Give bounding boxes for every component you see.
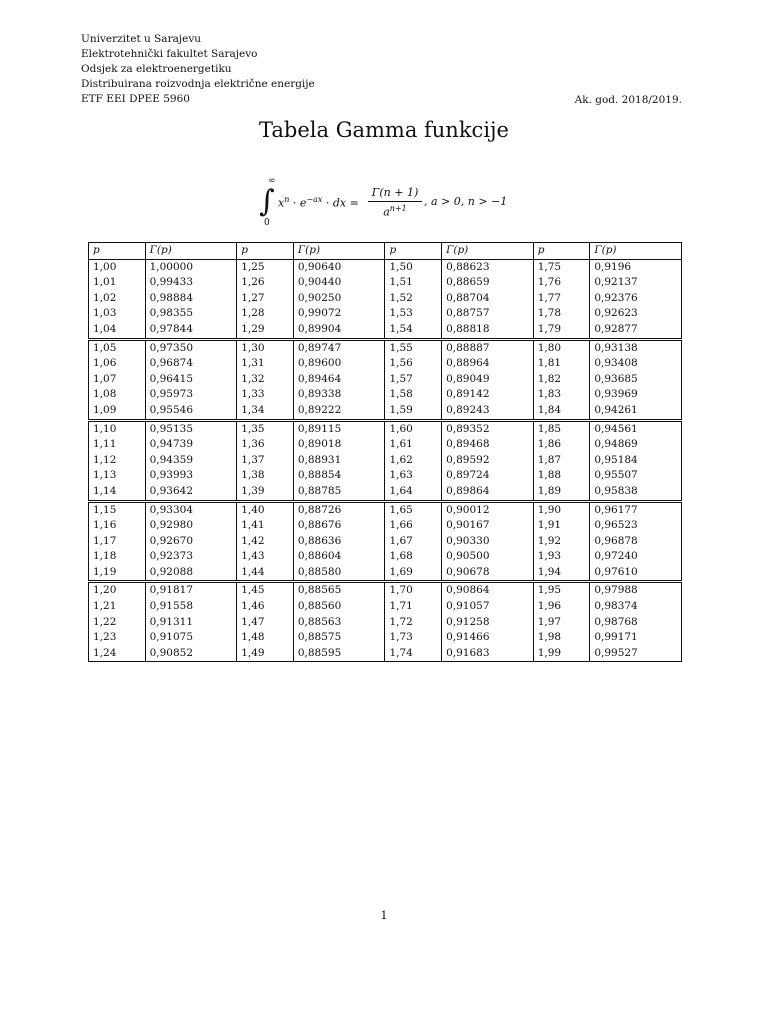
gamma-cell: 0,9196 [590, 259, 682, 275]
p-cell: 1,60 [385, 420, 442, 437]
gamma-cell: 0,90500 [442, 549, 534, 565]
p-cell: 1,67 [385, 534, 442, 550]
table-row [89, 291, 682, 307]
p-cell: 1,11 [89, 437, 146, 453]
p-cell: 1,61 [385, 437, 442, 453]
p-cell: 1,74 [385, 646, 442, 662]
integral-upper-limit: ∞ [268, 176, 276, 186]
p-cell: 1,73 [385, 630, 442, 646]
gamma-cell: 0,98374 [590, 599, 682, 615]
p-cell: 1,21 [89, 599, 146, 615]
p-cell: 1,10 [89, 420, 146, 437]
gamma-cell: 0,97988 [590, 582, 682, 599]
p-cell: 1,30 [237, 339, 294, 356]
p-cell: 1,46 [237, 599, 294, 615]
gamma-cell: 0,97844 [145, 322, 237, 339]
gamma-cell: 0,91258 [442, 615, 534, 631]
p-cell: 1,08 [89, 387, 146, 403]
gamma-cell: 0,97350 [145, 339, 237, 356]
p-cell: 1,64 [385, 484, 442, 501]
gamma-cell: 0,89115 [293, 420, 385, 437]
p-cell: 1,75 [533, 259, 590, 275]
p-cell: 1,23 [89, 630, 146, 646]
p-cell: 1,42 [237, 534, 294, 550]
gamma-cell: 0,95507 [590, 468, 682, 484]
p-cell: 1,48 [237, 630, 294, 646]
gamma-cell: 0,93642 [145, 484, 237, 501]
p-cell: 1,07 [89, 372, 146, 388]
gamma-cell: 0,89592 [442, 453, 534, 469]
gamma-cell: 0,96415 [145, 372, 237, 388]
table-row [89, 259, 682, 275]
p-cell: 1,38 [237, 468, 294, 484]
p-cell: 1,92 [533, 534, 590, 550]
table-row [89, 630, 682, 646]
integrand: $x^n \cdot e^{-ax}$ · dx = [278, 195, 359, 210]
header-line-course: Distribuirana roizvodnja električne energije [81, 78, 315, 90]
gamma-cell: 0,93685 [590, 372, 682, 388]
p-cell: 1,91 [533, 518, 590, 534]
p-cell: 1,57 [385, 372, 442, 388]
p-cell: 1,33 [237, 387, 294, 403]
gamma-cell: 0,88726 [293, 501, 385, 518]
p-cell: 1,00 [89, 259, 146, 275]
p-cell: 1,95 [533, 582, 590, 599]
page-number: 1 [380, 909, 388, 922]
gamma-cell: 0,92877 [590, 322, 682, 339]
gamma-cell: 0,88560 [293, 599, 385, 615]
table-row [89, 306, 682, 322]
p-cell: 1,09 [89, 403, 146, 420]
table-row [89, 615, 682, 631]
p-cell: 1,59 [385, 403, 442, 420]
gamma-formula [258, 176, 518, 232]
p-cell: 1,84 [533, 403, 590, 420]
gamma-cell: 0,92623 [590, 306, 682, 322]
gamma-cell: 0,88964 [442, 356, 534, 372]
p-cell: 1,82 [533, 372, 590, 388]
gamma-cell: 0,89142 [442, 387, 534, 403]
p-cell: 1,25 [237, 259, 294, 275]
gamma-cell: 0,88704 [442, 291, 534, 307]
p-cell: 1,36 [237, 437, 294, 453]
gamma-cell: 0,96874 [145, 356, 237, 372]
gamma-cell: 0,92670 [145, 534, 237, 550]
gamma-cell: 0,90167 [442, 518, 534, 534]
p-cell: 1,26 [237, 275, 294, 291]
p-cell: 1,05 [89, 339, 146, 356]
gamma-cell: 0,98355 [145, 306, 237, 322]
gamma-cell: 0,88676 [293, 518, 385, 534]
gamma-cell: 0,98884 [145, 291, 237, 307]
p-cell: 1,78 [533, 306, 590, 322]
gamma-cell: 0,89464 [293, 372, 385, 388]
p-cell: 1,40 [237, 501, 294, 518]
p-cell: 1,45 [237, 582, 294, 599]
p-cell: 1,51 [385, 275, 442, 291]
p-cell: 1,27 [237, 291, 294, 307]
table-row [89, 565, 682, 582]
column-header: Γ(p) [590, 243, 682, 260]
table-row [89, 372, 682, 388]
gamma-cell: 0,90330 [442, 534, 534, 550]
gamma-cell: 0,99072 [293, 306, 385, 322]
table-body [89, 259, 682, 662]
table-row [89, 453, 682, 469]
gamma-cell: 0,95973 [145, 387, 237, 403]
gamma-cell: 0,91057 [442, 599, 534, 615]
gamma-cell: 0,89352 [442, 420, 534, 437]
p-cell: 1,87 [533, 453, 590, 469]
gamma-cell: 0,94869 [590, 437, 682, 453]
page-title: Tabela Gamma funkcije [259, 118, 509, 142]
p-cell: 1,58 [385, 387, 442, 403]
gamma-cell: 0,90640 [293, 259, 385, 275]
integral-sign-icon: ∫ [259, 184, 275, 219]
column-header: p [237, 243, 294, 260]
gamma-cell: 0,92088 [145, 565, 237, 582]
p-cell: 1,39 [237, 484, 294, 501]
p-cell: 1,55 [385, 339, 442, 356]
column-header: Γ(p) [145, 243, 237, 260]
gamma-cell: 0,92980 [145, 518, 237, 534]
p-cell: 1,16 [89, 518, 146, 534]
gamma-cell: 0,89724 [442, 468, 534, 484]
p-cell: 1,14 [89, 484, 146, 501]
p-cell: 1,62 [385, 453, 442, 469]
p-cell: 1,44 [237, 565, 294, 582]
p-cell: 1,31 [237, 356, 294, 372]
gamma-cell: 0,96177 [590, 501, 682, 518]
p-cell: 1,22 [89, 615, 146, 631]
p-cell: 1,94 [533, 565, 590, 582]
gamma-cell: 0,97240 [590, 549, 682, 565]
p-cell: 1,63 [385, 468, 442, 484]
gamma-cell: 0,89018 [293, 437, 385, 453]
table-row [89, 437, 682, 453]
header-line-code: ETF EEI DPEE 5960 [81, 93, 190, 105]
p-cell: 1,65 [385, 501, 442, 518]
gamma-cell: 0,94739 [145, 437, 237, 453]
gamma-cell: 0,88563 [293, 615, 385, 631]
gamma-cell: 0,89049 [442, 372, 534, 388]
p-cell: 1,15 [89, 501, 146, 518]
institution-header [81, 32, 315, 107]
header-line-faculty: Elektrotehnički fakultet Sarajevo [81, 48, 258, 60]
gamma-cell: 0,89747 [293, 339, 385, 356]
p-cell: 1,17 [89, 534, 146, 550]
p-cell: 1,19 [89, 565, 146, 582]
gamma-cell: 0,88604 [293, 549, 385, 565]
gamma-cell: 0,88636 [293, 534, 385, 550]
p-cell: 1,06 [89, 356, 146, 372]
p-cell: 1,04 [89, 322, 146, 339]
gamma-cell: 1,00000 [145, 259, 237, 275]
gamma-cell: 0,90852 [145, 646, 237, 662]
gamma-cell: 0,88757 [442, 306, 534, 322]
gamma-cell: 0,95838 [590, 484, 682, 501]
column-header: p [533, 243, 590, 260]
gamma-cell: 0,93969 [590, 387, 682, 403]
p-cell: 1,89 [533, 484, 590, 501]
gamma-cell: 0,99433 [145, 275, 237, 291]
p-cell: 1,93 [533, 549, 590, 565]
p-cell: 1,34 [237, 403, 294, 420]
gamma-cell: 0,95546 [145, 403, 237, 420]
p-cell: 1,43 [237, 549, 294, 565]
p-cell: 1,24 [89, 646, 146, 662]
table-row [89, 322, 682, 339]
p-cell: 1,86 [533, 437, 590, 453]
gamma-cell: 0,92373 [145, 549, 237, 565]
gamma-cell: 0,96523 [590, 518, 682, 534]
gamma-cell: 0,97610 [590, 565, 682, 582]
p-cell: 1,80 [533, 339, 590, 356]
p-cell: 1,66 [385, 518, 442, 534]
gamma-cell: 0,93408 [590, 356, 682, 372]
p-cell: 1,54 [385, 322, 442, 339]
p-cell: 1,68 [385, 549, 442, 565]
gamma-cell: 0,91311 [145, 615, 237, 631]
gamma-cell: 0,88818 [442, 322, 534, 339]
fraction-numerator: Γ(n + 1) [368, 186, 422, 202]
gamma-cell: 0,88659 [442, 275, 534, 291]
p-cell: 1,71 [385, 599, 442, 615]
gamma-cell: 0,88575 [293, 630, 385, 646]
formula-conditions: , a > 0, n > −1 [424, 195, 508, 208]
gamma-cell: 0,93993 [145, 468, 237, 484]
table-row [89, 387, 682, 403]
p-cell: 1,69 [385, 565, 442, 582]
p-cell: 1,99 [533, 646, 590, 662]
p-cell: 1,28 [237, 306, 294, 322]
column-header: p [89, 243, 146, 260]
header-line-department: Odsjek za elektroenergetiku [81, 63, 232, 75]
gamma-cell: 0,88623 [442, 259, 534, 275]
p-cell: 1,96 [533, 599, 590, 615]
p-cell: 1,76 [533, 275, 590, 291]
gamma-cell: 0,90012 [442, 501, 534, 518]
p-cell: 1,97 [533, 615, 590, 631]
table-row [89, 501, 682, 518]
p-cell: 1,72 [385, 615, 442, 631]
gamma-cell: 0,90250 [293, 291, 385, 307]
table-row [89, 518, 682, 534]
p-cell: 1,41 [237, 518, 294, 534]
table-row [89, 403, 682, 420]
p-cell: 1,88 [533, 468, 590, 484]
table-row [89, 356, 682, 372]
gamma-cell: 0,93138 [590, 339, 682, 356]
table-row [89, 646, 682, 662]
table-header-row [89, 243, 682, 260]
p-cell: 1,98 [533, 630, 590, 646]
gamma-cell: 0,88785 [293, 484, 385, 501]
p-cell: 1,52 [385, 291, 442, 307]
gamma-cell: 0,88595 [293, 646, 385, 662]
p-cell: 1,02 [89, 291, 146, 307]
p-cell: 1,56 [385, 356, 442, 372]
gamma-cell: 0,94359 [145, 453, 237, 469]
p-cell: 1,47 [237, 615, 294, 631]
gamma-cell: 0,94561 [590, 420, 682, 437]
p-cell: 1,03 [89, 306, 146, 322]
gamma-cell: 0,96878 [590, 534, 682, 550]
gamma-cell: 0,92137 [590, 275, 682, 291]
p-cell: 1,53 [385, 306, 442, 322]
p-cell: 1,20 [89, 582, 146, 599]
p-cell: 1,01 [89, 275, 146, 291]
table-row [89, 599, 682, 615]
gamma-cell: 0,89222 [293, 403, 385, 420]
column-header: Γ(p) [293, 243, 385, 260]
gamma-table [88, 242, 682, 662]
gamma-cell: 0,91466 [442, 630, 534, 646]
gamma-cell: 0,95135 [145, 420, 237, 437]
header-line-university: Univerzitet u Sarajevu [81, 33, 202, 45]
table-row [89, 534, 682, 550]
p-cell: 1,79 [533, 322, 590, 339]
p-cell: 1,83 [533, 387, 590, 403]
gamma-cell: 0,91075 [145, 630, 237, 646]
gamma-cell: 0,99171 [590, 630, 682, 646]
integral-lower-limit: 0 [264, 218, 270, 228]
table-row [89, 468, 682, 484]
gamma-cell: 0,89904 [293, 322, 385, 339]
gamma-cell: 0,93304 [145, 501, 237, 518]
gamma-cell: 0,91817 [145, 582, 237, 599]
gamma-cell: 0,88580 [293, 565, 385, 582]
p-cell: 1,90 [533, 501, 590, 518]
p-cell: 1,13 [89, 468, 146, 484]
gamma-cell: 0,90678 [442, 565, 534, 582]
gamma-cell: 0,91558 [145, 599, 237, 615]
gamma-cell: 0,90440 [293, 275, 385, 291]
gamma-cell: 0,89468 [442, 437, 534, 453]
gamma-cell: 0,88931 [293, 453, 385, 469]
gamma-cell: 0,89338 [293, 387, 385, 403]
p-cell: 1,85 [533, 420, 590, 437]
p-cell: 1,12 [89, 453, 146, 469]
gamma-cell: 0,94261 [590, 403, 682, 420]
column-header: Γ(p) [442, 243, 534, 260]
gamma-cell: 0,89243 [442, 403, 534, 420]
p-cell: 1,35 [237, 420, 294, 437]
gamma-cell: 0,95184 [590, 453, 682, 469]
p-cell: 1,70 [385, 582, 442, 599]
p-cell: 1,50 [385, 259, 442, 275]
table-row [89, 549, 682, 565]
gamma-cell: 0,98768 [590, 615, 682, 631]
gamma-cell: 0,92376 [590, 291, 682, 307]
academic-year: Ak. god. 2018/2019. [574, 94, 682, 106]
column-header: p [385, 243, 442, 260]
formula-fraction [368, 186, 422, 219]
gamma-cell: 0,88887 [442, 339, 534, 356]
p-cell: 1,81 [533, 356, 590, 372]
p-cell: 1,32 [237, 372, 294, 388]
table-row [89, 275, 682, 291]
p-cell: 1,37 [237, 453, 294, 469]
fraction-denominator: $a^{n+1}$ [383, 204, 407, 219]
table-row [89, 420, 682, 437]
p-cell: 1,77 [533, 291, 590, 307]
table-row [89, 582, 682, 599]
gamma-cell: 0,89600 [293, 356, 385, 372]
gamma-cell: 0,88565 [293, 582, 385, 599]
table-row [89, 484, 682, 501]
p-cell: 1,29 [237, 322, 294, 339]
gamma-cell: 0,90864 [442, 582, 534, 599]
p-cell: 1,49 [237, 646, 294, 662]
gamma-cell: 0,88854 [293, 468, 385, 484]
p-cell: 1,18 [89, 549, 146, 565]
gamma-cell: 0,91683 [442, 646, 534, 662]
gamma-cell: 0,89864 [442, 484, 534, 501]
table-row [89, 339, 682, 356]
gamma-cell: 0,99527 [590, 646, 682, 662]
